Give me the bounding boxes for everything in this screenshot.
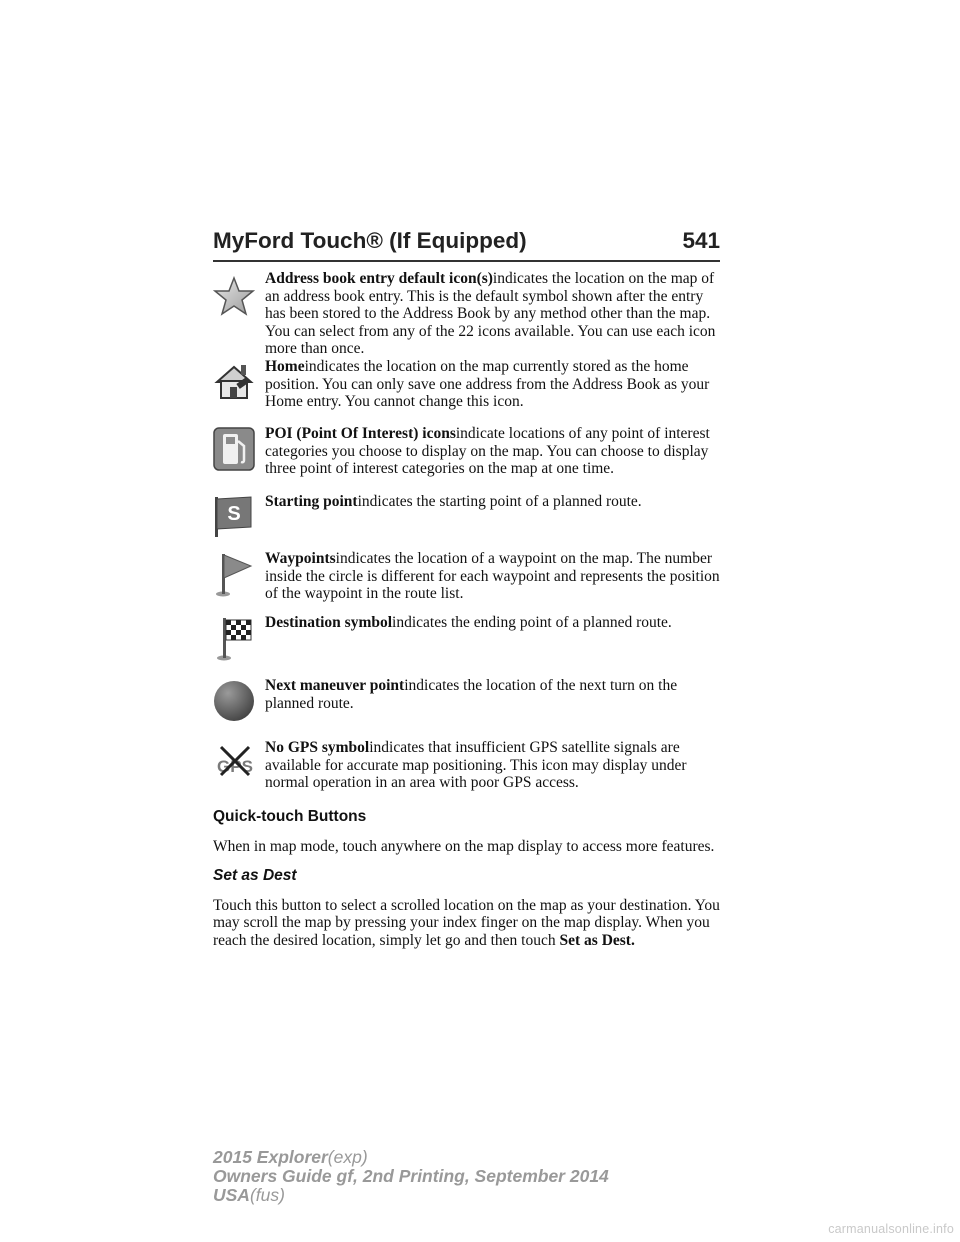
footer-region-code: (fus) <box>249 1185 285 1205</box>
page-title: MyFord Touch® (If Equipped) <box>213 228 527 253</box>
no-gps-text: GPS <box>217 757 253 776</box>
footer-model: 2015 Explorer <box>213 1147 328 1167</box>
entry-description: indicates the location of the next turn on the planned route. <box>265 677 678 712</box>
section-subheading: Set as Dest <box>213 867 297 884</box>
entry-term: No GPS symbol <box>265 739 370 756</box>
start-flag-letter: S <box>227 503 241 525</box>
footer-region: USA <box>213 1185 250 1205</box>
entry-waypoints <box>213 550 723 603</box>
entry-term: Home <box>265 358 305 375</box>
home-icon <box>213 362 255 400</box>
entry-description: indicates the location on the map of an address book entry. This is the default symbol shown after the entry has been stored to the Address Book by any method other than the map. You can select from any of the 22 icons available. You can use each icon more than once. <box>265 270 716 357</box>
set-as-dest-term: Set as Dest. <box>559 931 635 949</box>
entry-description: indicates the location of a waypoint on the map. The number inside the circle is different for each waypoint and represents the position of the waypoint in the route list. <box>265 550 720 602</box>
entry-term: Waypoints <box>265 550 336 567</box>
section-heading: Quick-touch Buttons <box>213 808 367 825</box>
star-icon <box>213 276 255 316</box>
waypoint-flag-icon <box>213 552 255 598</box>
entry-home <box>213 358 723 411</box>
entry-destination <box>213 614 723 632</box>
footer-line-1 <box>213 1148 609 1167</box>
entry-address-book <box>213 270 723 358</box>
entry-term: Starting point <box>265 493 358 510</box>
entry-next-maneuver <box>213 677 723 712</box>
footer-model-code: (exp) <box>327 1147 368 1167</box>
section-quick-touch <box>213 808 723 949</box>
page-footer <box>213 1148 609 1205</box>
footer-line-3 <box>213 1186 609 1205</box>
watermark: carmanualsonline.info <box>828 1222 954 1236</box>
entry-term: Address book entry default icon(s) <box>265 270 493 287</box>
section-body-text: Touch this button to select a scrolled location on the map as your destination. You may scroll the map by pressing your index finger on the map display. When you reach the desired location, simply let go and then touch <box>213 896 720 949</box>
entry-description: indicate locations of any point of interest categories you choose to display on the map. You can choose to display three point of interest categories on the map at one time. <box>265 425 710 477</box>
entry-term: Next maneuver point <box>265 677 405 694</box>
header-rule <box>213 260 720 262</box>
maneuver-dot-icon <box>213 679 255 723</box>
entry-description: indicates that insufficient GPS satellite signals are available for accurate map positioning. This icon may display under normal operation in an area with poor GPS access. <box>265 739 687 791</box>
no-gps-icon <box>213 743 257 779</box>
checkered-flag-icon <box>213 616 255 662</box>
entry-poi <box>213 425 723 478</box>
entry-term: POI (Point Of Interest) icons <box>265 425 456 442</box>
page-number: 541 <box>682 228 720 253</box>
poi-fuel-icon <box>213 427 255 471</box>
section-intro: When in map mode, touch anywhere on the map display to access more features. <box>213 837 715 855</box>
entry-description: indicates the ending point of a planned route. <box>392 614 672 631</box>
entry-no-gps <box>213 739 723 792</box>
entry-description: indicates the location on the map currently stored as the home position. You can only save one address from the Address Book as your Home entry. You cannot change this icon. <box>265 358 710 410</box>
entry-term: Destination symbol <box>265 614 393 631</box>
entry-description: indicates the starting point of a planned route. <box>357 493 642 510</box>
entry-starting-point <box>213 493 723 525</box>
start-flag-icon <box>213 493 255 539</box>
footer-line-2: Owners Guide gf, 2nd Printing, September 2014 <box>213 1166 609 1186</box>
section-body <box>213 897 723 950</box>
